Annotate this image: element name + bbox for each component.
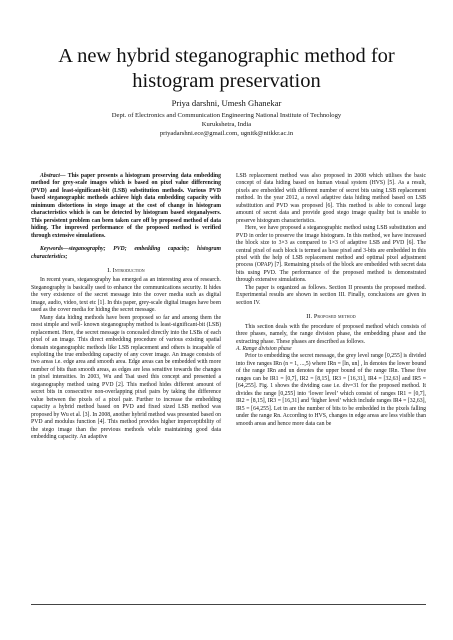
section-heading-proposed-method: II. Proposed method [306, 313, 356, 321]
paper-title: A new hybrid steganographic method for histogram preservation [58, 45, 395, 92]
affiliation-line-1: Dept. of Electronics and Communication Engineering National Institute of Technology [111, 112, 342, 119]
author-line: Priya darshni, Umesh Ghanekar [171, 98, 282, 108]
affiliation-line-2: Kurukshetra, India [201, 120, 252, 128]
right-paragraph-3: The paper is organized as follows. Section II presents the proposed method. Experimental results are shown in section III. Finally, conclusions are given in section IV. [236, 284, 426, 306]
left-column [31, 173, 221, 441]
method-paragraph-1: This section deals with the procedure of proposed method which consists of three phases, namely, the range division phase, the embedding phase and the extracting phase. These phases are described as follows. [236, 323, 426, 345]
intro-paragraph-1: In recent years, steganography has emerged as an interesting area of research. Steganography is basically used to enhance the communications security. It hides the very existence of the secret message into the cover media such as digital image, audio, video, text etc [1]. In this paper, grey-scale digital images have been used as the cover media for hiding the secret message. [31, 277, 221, 314]
subsection-heading-range-division: A. Range division phase [236, 345, 292, 352]
abstract-lead: Abstract— [40, 173, 66, 179]
abstract-text: This paper presents a histogram preserving data embedding method for grey-scale images which is based on pixel value differencing (PVD) and least-significant-bit (LSB) substitution methods. Various PVD based steganographic methods achieve high data embedding capacity with minimum distortions in stego image at the cost of change in histogram characteristics which is can be detected by histogram based steganalysers. This persistent problem can been taken care off by proposed method of data hiding. The improved performance of the proposed method is verified through extensive simulations. [31, 173, 221, 239]
right-paragraph-2: Here, we have proposed a steganographic method using LSB substitution and PVD in order to preserve the image histogram. In this method, we have increased the block size to 3×3 as compared to 1×3 of adaptive LSB and PVD [6]. The central pixel of each block is termed as base pixel and 3-bits are embedded in this pixel with the help of LSB replacement method and optimal pixel adjustment process (OPAP) [7]. Remaining pixels of the block are embedded with secret data bits using PVD. The performance of the proposed method is demonstrated through extensive simulations. [236, 225, 426, 284]
method-paragraph-2: Prior to embedding the secret message, the grey level range [0,255] is divided into five ranges IRn (n = 1, ...,5) where IRn = [ln, un] , ln denotes the lower bound of the range IRn and un denotes the upper bound of the range IRn. These five ranges can be IR1 = [0,7], IR2 = [8,15], IR3 = [16,31], IR4 = [32,63] and IR5 = [64,255]. Fig. 1 shows the dividing case i.e. div=31 for the proposed method. It divides the range [0,255] into ‘lower level’ which consist of ranges IR1 = [0,7], IR2 = [8,15], IR3 = [16,31] and ‘higher level’ which include ranges IR4 = [32,63], IR5 = [64,255]. Let tn are the number of bits to be embedded in the pixels falling under the range Rn. According to HVS, changes in edge areas are less visible than smooth areas and hence more data can be [236, 353, 426, 427]
footer-rule [31, 604, 426, 605]
intro-paragraph-2: Many data hiding methods have been proposed so far and among them the most simple and well- known steganography method is least-significant-bit (LSB) replacement. Here, the secret message is concealed directly into the LSBs of each pixel of an image. This direct embedding procedure of various existing spatial domain steganographic methods like LSB replacement and others is incapable of exploiting the true embedding capacity of any cover image. An image consists of two areas i.e. edge area and smooth area. Edge areas can be embedded with more number of bits than smooth areas, as edges are less sensitive towards the changes in pixel intensities. In 2003, Wu and Tsai used this concept and presented a steganography method using PVD [2]. This method hides different amount of secret bits in consecutive non-overlapping pixel pairs by taking the difference value between the pixels of a pixel pair. Further to increase the embedding capacity a hybrid method based on PVD and fixed sized LSB method was proposed by Wu et al. [3]. In 2008, another hybrid method was presented based on PVD and modulus function [4]. This method provides higher imperceptibility of the stego image than the previous methods while maintaining good data embedding capacity. An adaptive [31, 314, 221, 440]
right-column [236, 173, 426, 428]
affiliation-emails: priyadarshni.ece@gmail.com, ugnitk@nitkkr.ac.in [159, 129, 294, 137]
section-heading-introduction: I. Introduction [107, 266, 145, 274]
abstract [31, 173, 221, 240]
keywords: Keywords—steganography; PVD; embedding capacity; histogram characteristics; [31, 246, 221, 260]
right-paragraph-1: LSB replacement method was also proposed in 2008 which utilises the basic concept of data hiding based on human visual system (HVS) [5]. As a result, pixels are embedded with different number of secret bits using LSB replacement method. In the year 2012, a novel adaptive data hiding method based on LSB substitution and PVD was proposed [6]. This method is able to conceal large amount of secret data and provide good stego image quality but is unable to preserve histogram characteristics. [236, 173, 426, 224]
affiliation-block [0, 112, 453, 138]
